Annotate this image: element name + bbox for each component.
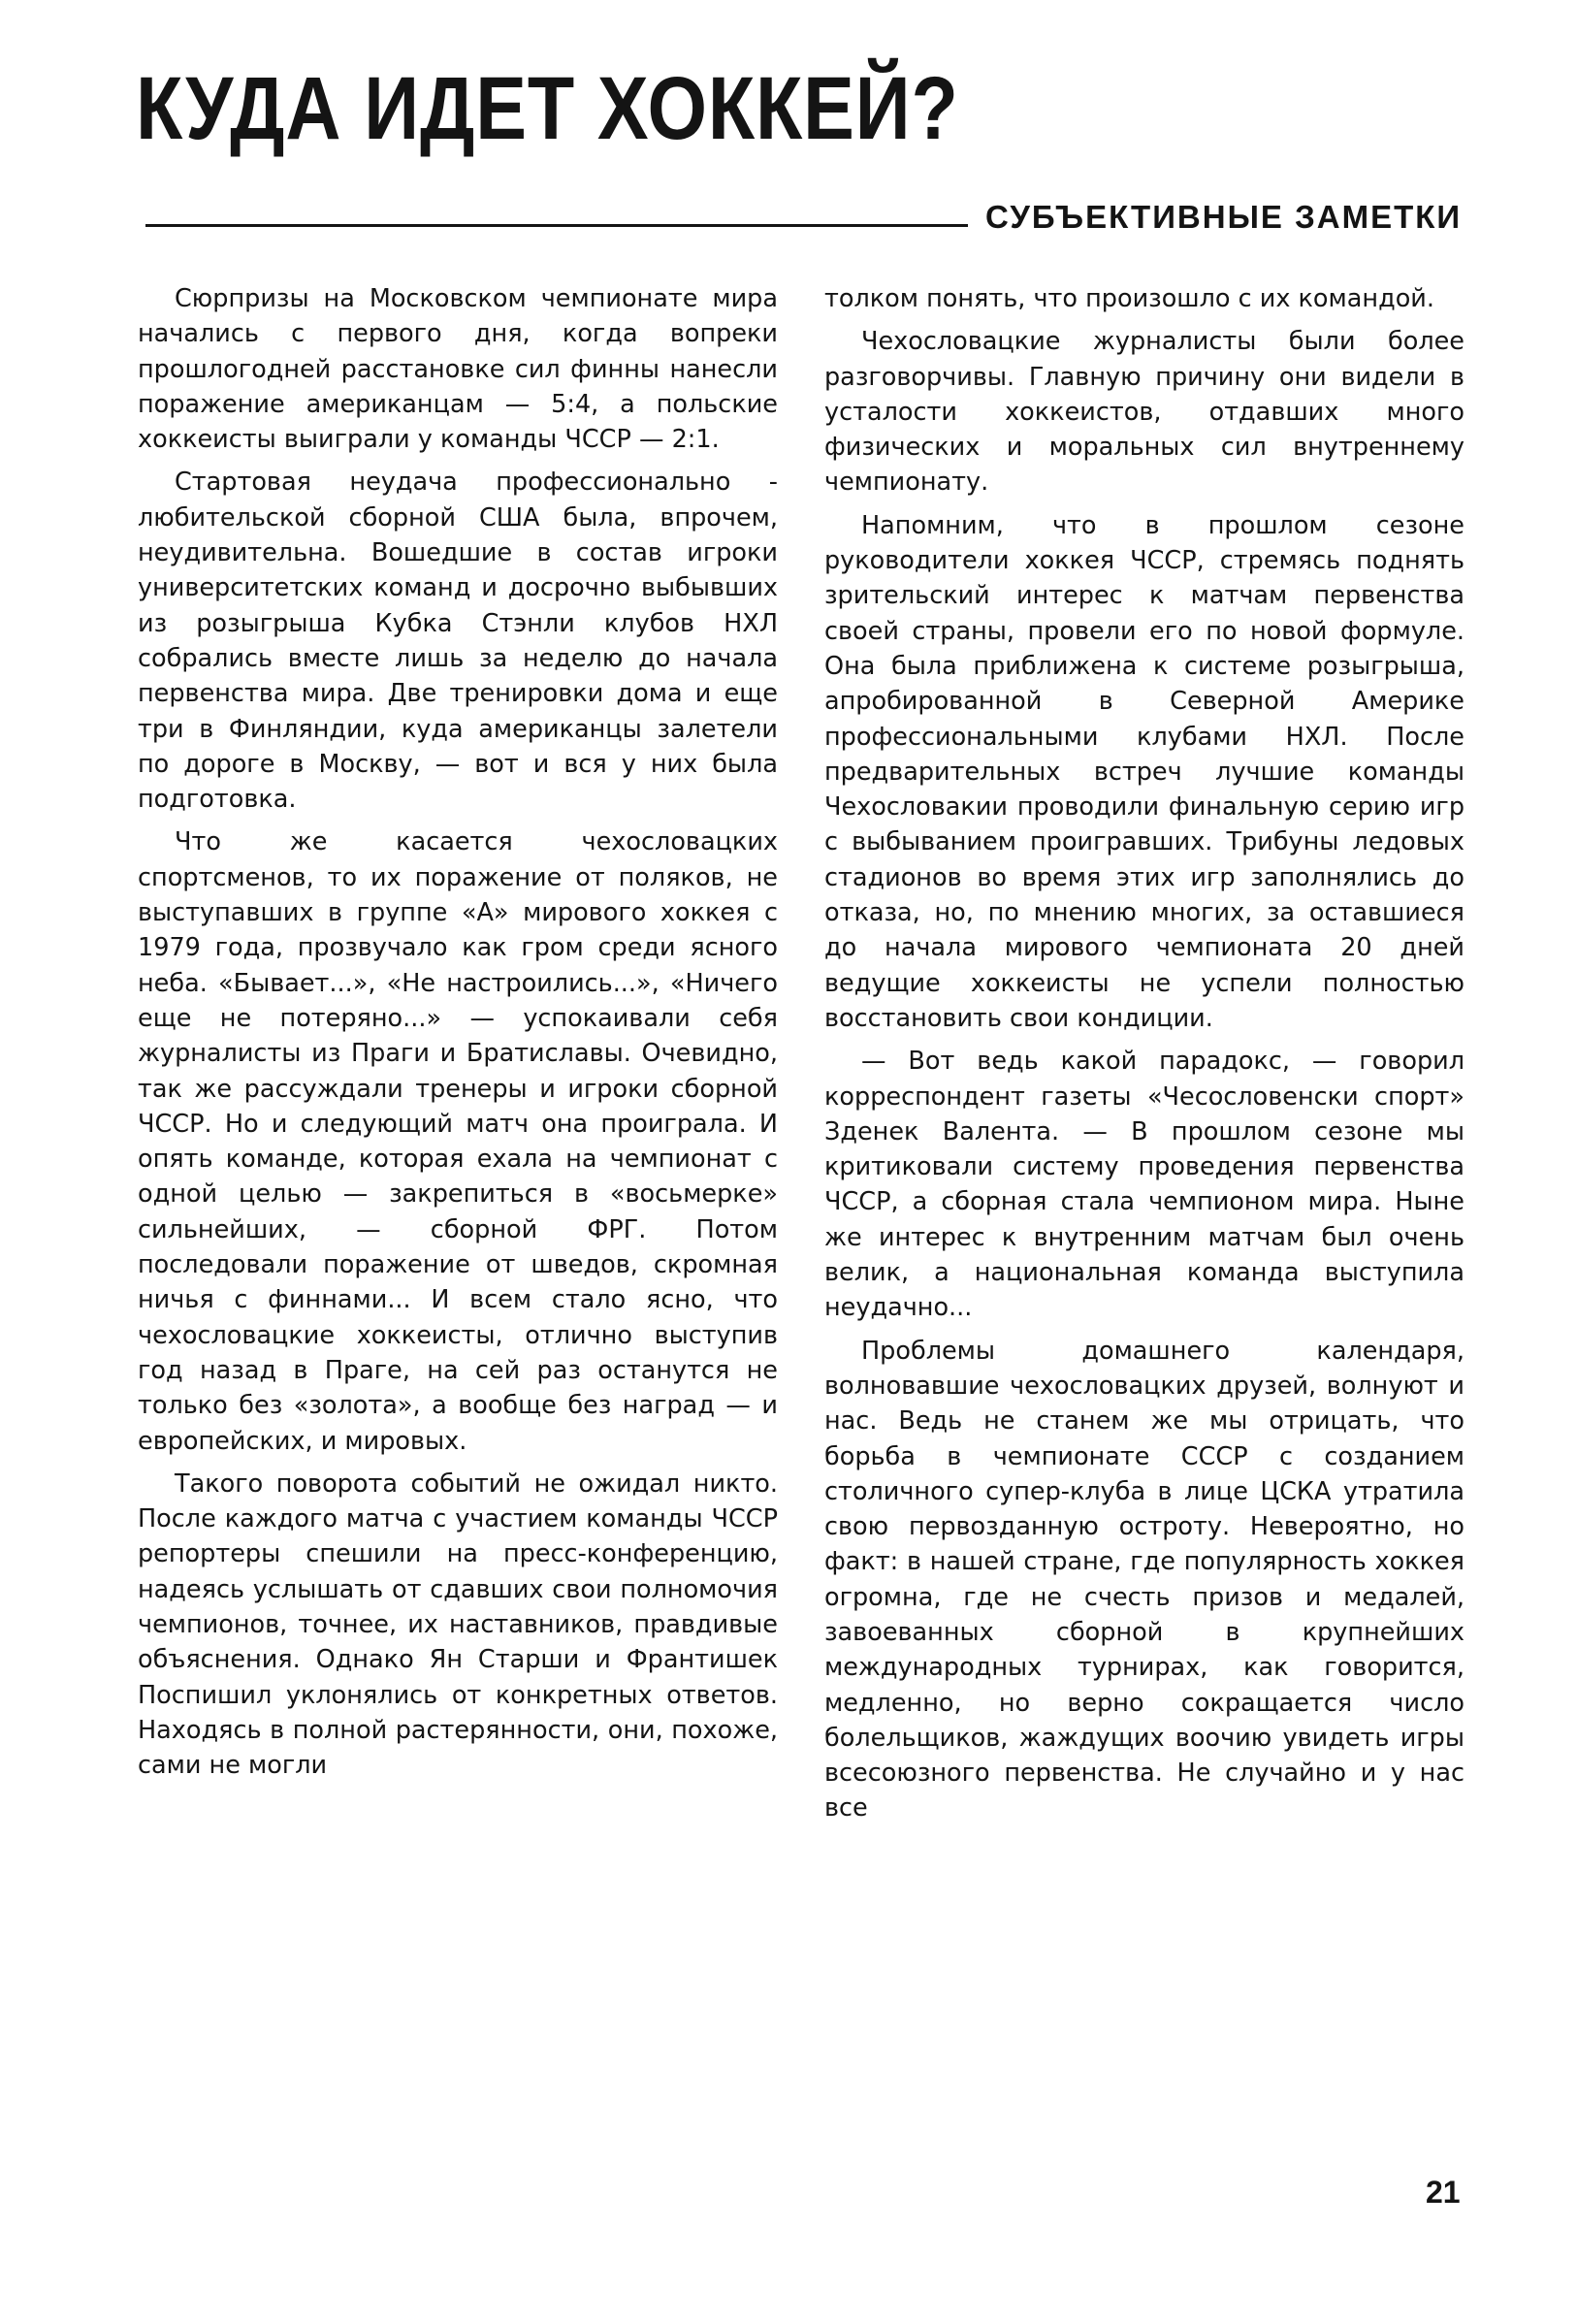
paragraph: Стартовая неудача профессионально - любительской сборной США была, впрочем, неудивительна. Вошедшие в состав игроки университетских команд и досрочно выбывших из розыгрыша Кубка Стэнли клубов НХЛ собрались вместе лишь за неделю до начала первенства мира. Две тренировки дома и еще три в Финляндии, куда американцы залетели по дороге в Москву, — вот и вся у них была подготовка.: [138, 468, 778, 815]
paragraph-continued: толком понять, что произошло с их командой.: [824, 284, 1434, 313]
article-left-column: [138, 281, 778, 1791]
page-number: 21: [1426, 2175, 1461, 2210]
section-subtitle: СУБЪЕКТИВНЫЕ ЗАМЕТКИ: [985, 199, 1463, 235]
paragraph: Такого поворота событий не ожидал никто. После каждого матча с участием команды ЧССР репортеры спешили на пресс-конференцию, надеясь услышать от сдавших свои полномочия чемпионов, точнее, их наставников, правдивые объяснения. Однако Ян Старши и Франтишек Поспишил уклонялись от конкретных ответов. Находясь в полной растерянности, они, похоже, сами не могли: [138, 1469, 778, 1781]
paragraph: Напомним, что в прошлом сезоне руководители хоккея ЧССР, стремясь поднять зрительский интерес к матчам первенства своей страны, провели его по новой формуле. Она была приближена к системе розыгрыша, апробированной в Северной Америке профессиональными клубами НХЛ. После предварительных встреч лучшие команды Чехословакии проводили финальную серию игр с выбыванием проигравших. Трибуны ледовых стадионов во время этих игр заполнялись до отказа, но, по мнению многих, за оставшиеся до начала мирового чемпионата 20 дней ведущие хоккеисты не успели полностью восстановить свои кондиции.: [824, 510, 1464, 1033]
page-title: КУДА ИДЕТ ХОККЕЙ?: [136, 59, 959, 158]
paragraph: Сюрпризы на Московском чемпионате мира начались с первого дня, когда вопреки прошлогодней расстановке сил финны нанесли поражение американцам — 5:4, а польские хоккеисты выиграли у команды ЧССР — 2:1.: [138, 284, 778, 455]
paragraph: — Вот ведь какой парадокс, — говорил корреспондент газеты «Чесословенски спорт» Зденек Валента. — В прошлом сезоне мы критиковали систему проведения первенства ЧССР, а сборная стала чемпионом мира. Ныне же интерес к внутренним матчам был очень велик, а национальная команда выступила неудачно...: [824, 1047, 1464, 1323]
paragraph: Чехословацкие журналисты были более разговорчивы. Главную причину они видели в усталости хоккеистов, отдавших много физических и моральных сил внутреннему чемпионату.: [824, 327, 1464, 498]
paragraph: Что же касается чехословацких спортсменов, то их поражение от поляков, не выступавших в группе «А» мирового хоккея с 1979 года, прозвучало как гром среди ясного неба. «Бывает...», «Не настроились...», «Ничего еще не потеряно...» — успокаивали себя журналисты из Праги и Братиславы. Очевидно, так же рассуждали тренеры и игроки сборной ЧССР. Но и следующий матч она проиграла. И опять команде, которая ехала на чемпионат с одной целью — закрепиться в «восьмерке» сильнейших, — сборной ФРГ. Потом последовали поражение от шведов, скромная ничья с финнами... И всем стало ясно, что чехословацкие хоккеисты, отлично выступив год назад в Праге, на сей раз останутся не только без «золота», а вообще без наград — и европейских, и мировых.: [138, 827, 778, 1456]
paragraph: Проблемы домашнего календаря, волновавшие чехословацких друзей, волнуют и нас. Ведь не станем же мы отрицать, что борьба в чемпионате СССР с созданием столичного супер-клуба в лице ЦСКА утратила свою первозданную остроту. Невероятно, но факт: в нашей стране, где популярность хоккея огромна, где не счесть призов и медалей, завоеванных сборной в крупнейших международных турнирах, как говорится, медленно, но верно сокращается число болельщиков, жаждущих воочию увидеть игры всесоюзного первенства. Не случайно и у нас все: [824, 1336, 1464, 1824]
header-rule: [145, 224, 968, 227]
article-right-column: [824, 281, 1464, 1834]
